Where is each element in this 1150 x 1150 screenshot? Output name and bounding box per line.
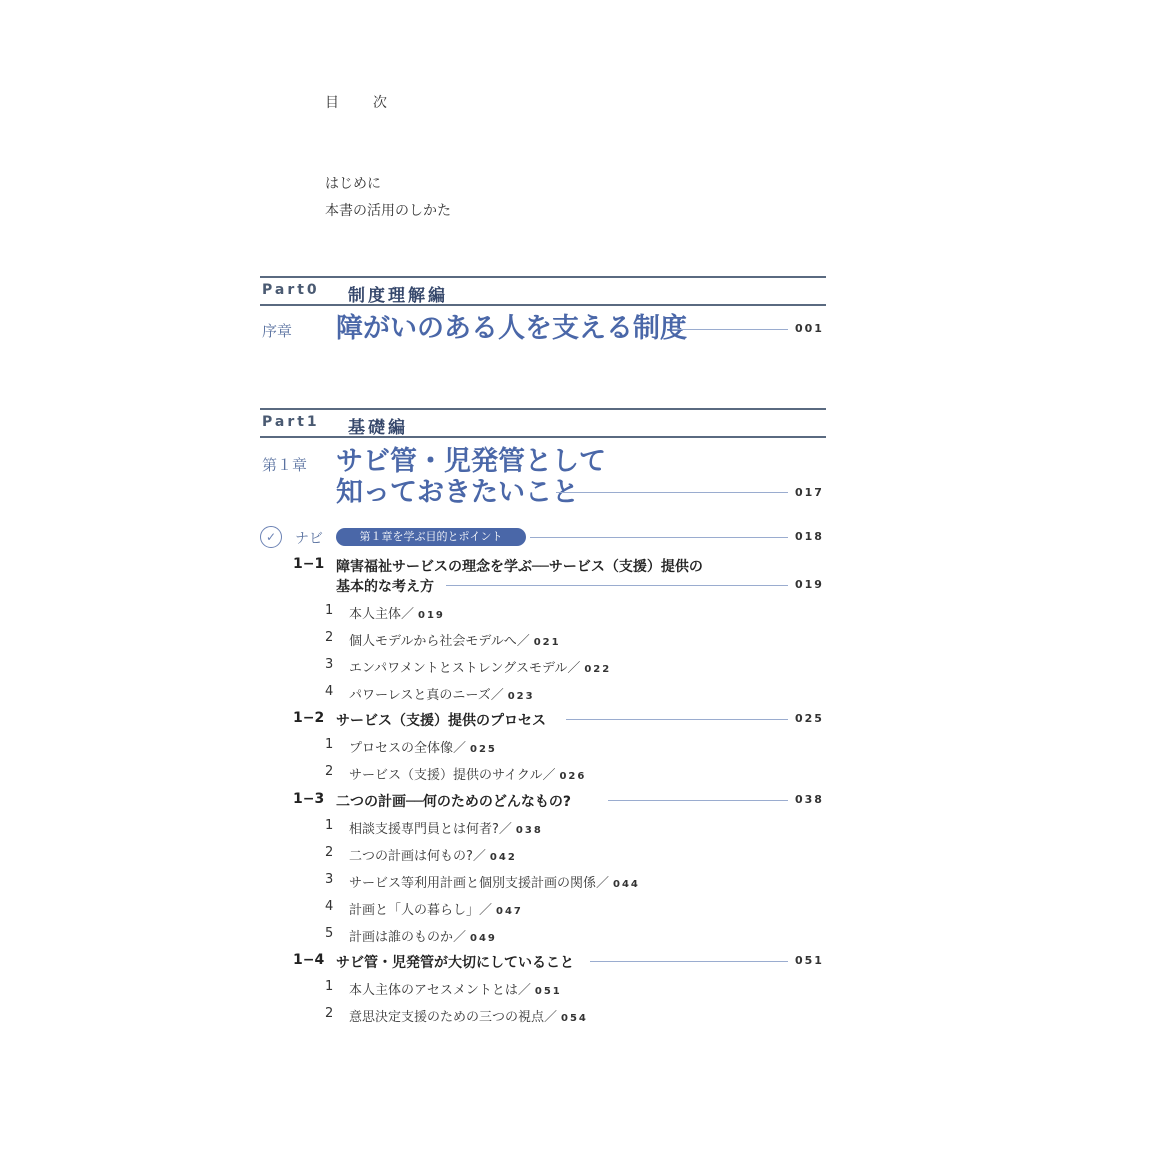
list-item[interactable]: [349, 979, 562, 998]
item-text: サービス（支援）提供のサイクル／: [349, 768, 556, 783]
part0-page: 001: [795, 322, 824, 335]
item-text: 本人主体／: [349, 607, 415, 622]
section-title[interactable]: サービス（支援）提供のプロセス: [336, 713, 546, 729]
item-text: 計画と「人の暮らし」／: [349, 903, 493, 918]
item-page: 023: [507, 691, 535, 702]
front-matter-howto[interactable]: 本書の活用のしかた: [325, 203, 451, 219]
section-number: 1−3: [293, 791, 325, 807]
item-number: 2: [325, 764, 334, 779]
item-page: 038: [515, 825, 543, 836]
item-page: 042: [489, 852, 517, 863]
item-number: 3: [325, 872, 334, 887]
part1-chapter-label: 第１章: [262, 456, 308, 474]
item-page: 026: [559, 771, 587, 782]
part1-top-rule: [260, 408, 826, 410]
part0-leader: [672, 329, 788, 330]
item-text: プロセスの全体像／: [349, 741, 467, 756]
list-item[interactable]: [349, 899, 523, 918]
item-text: 個人モデルから社会モデルへ／: [349, 634, 530, 649]
section-number: 1−4: [293, 952, 325, 968]
list-item[interactable]: [349, 764, 586, 783]
navi-compass-icon: ✓: [260, 526, 282, 548]
item-page: 025: [470, 744, 497, 755]
item-number: 1: [325, 979, 334, 994]
section-leader: [590, 961, 788, 962]
list-item[interactable]: [349, 684, 535, 703]
item-page: 051: [534, 986, 562, 997]
part1-label: Part1: [262, 414, 320, 430]
part0-label: Part0: [262, 282, 320, 298]
item-number: 1: [325, 737, 334, 752]
item-number: 1: [325, 603, 334, 618]
list-item[interactable]: [349, 818, 543, 837]
section-title[interactable]: サビ管・児発管が大切にしていること: [336, 955, 574, 971]
list-item[interactable]: [349, 737, 497, 756]
part1-bottom-rule: [260, 436, 826, 438]
part1-chapter-title-line1[interactable]: サビ管・児発管として: [336, 446, 606, 477]
part0-chapter-title[interactable]: 障がいのある人を支える制度: [336, 313, 687, 344]
item-page: 047: [496, 906, 523, 917]
section-leader: [446, 585, 788, 586]
item-text: 計画は誰のものか／: [349, 930, 467, 945]
part1-chapter-page: 017: [795, 486, 824, 499]
section-page: 051: [795, 954, 824, 967]
part1-chapter-leader: [556, 492, 788, 493]
list-item[interactable]: [349, 1006, 588, 1025]
item-text: サービス等利用計画と個別支援計画の関係／: [349, 876, 610, 891]
item-page: 021: [533, 637, 561, 648]
part1-chapter-title-line2[interactable]: 知っておきたいこと: [336, 477, 579, 508]
item-page: 049: [470, 933, 497, 944]
section-number: 1−1: [293, 556, 325, 572]
item-text: パワーレスと真のニーズ／: [349, 688, 504, 703]
navi-page: 018: [795, 530, 824, 543]
item-text: 意思決定支援のための三つの視点／: [349, 1010, 558, 1025]
item-page: 019: [418, 610, 445, 621]
item-number: 4: [325, 899, 334, 914]
item-number: 4: [325, 684, 334, 699]
item-number: 1: [325, 818, 334, 833]
item-text: 二つの計画は何もの?／: [349, 849, 486, 864]
item-page: 044: [613, 879, 640, 890]
section-leader: [608, 800, 788, 801]
section-title-line1[interactable]: 障害福祉サービスの理念を学ぶ──サービス（支援）提供の: [336, 559, 703, 575]
item-text: 本人主体のアセスメントとは／: [349, 983, 531, 998]
item-number: 3: [325, 657, 334, 672]
item-number: 5: [325, 926, 334, 941]
part0-name: 制度理解編: [348, 286, 448, 306]
part0-top-rule: [260, 276, 826, 278]
section-title-line2[interactable]: 基本的な考え方: [336, 579, 434, 595]
section-page: 019: [795, 578, 824, 591]
list-item[interactable]: [349, 926, 497, 945]
navi-leader: [530, 537, 788, 538]
item-number: 2: [325, 1006, 334, 1021]
navi-pill[interactable]: 第１章を学ぶ目的とポイント: [336, 528, 526, 546]
list-item[interactable]: [349, 630, 561, 649]
list-item[interactable]: [349, 603, 445, 622]
section-leader: [566, 719, 788, 720]
item-page: 022: [584, 664, 612, 675]
front-matter-intro[interactable]: はじめに: [325, 176, 381, 192]
item-number: 2: [325, 630, 334, 645]
part1-name: 基礎編: [348, 418, 408, 438]
toc-heading: 目 次: [325, 95, 397, 111]
list-item[interactable]: [349, 845, 517, 864]
section-page: 038: [795, 793, 824, 806]
item-number: 2: [325, 845, 334, 860]
list-item[interactable]: [349, 872, 640, 891]
navi-label: ナビ: [295, 531, 323, 547]
section-page: 025: [795, 712, 824, 725]
section-title[interactable]: 二つの計画──何のためのどんなもの?: [336, 794, 571, 810]
item-text: 相談支援専門員とは何者?／: [349, 822, 512, 837]
section-number: 1−2: [293, 710, 325, 726]
item-page: 054: [561, 1013, 588, 1024]
item-text: エンパワメントとストレングスモデル／: [349, 661, 581, 676]
part0-bottom-rule: [260, 304, 826, 306]
list-item[interactable]: [349, 657, 611, 676]
part0-chapter-label: 序章: [262, 322, 293, 340]
